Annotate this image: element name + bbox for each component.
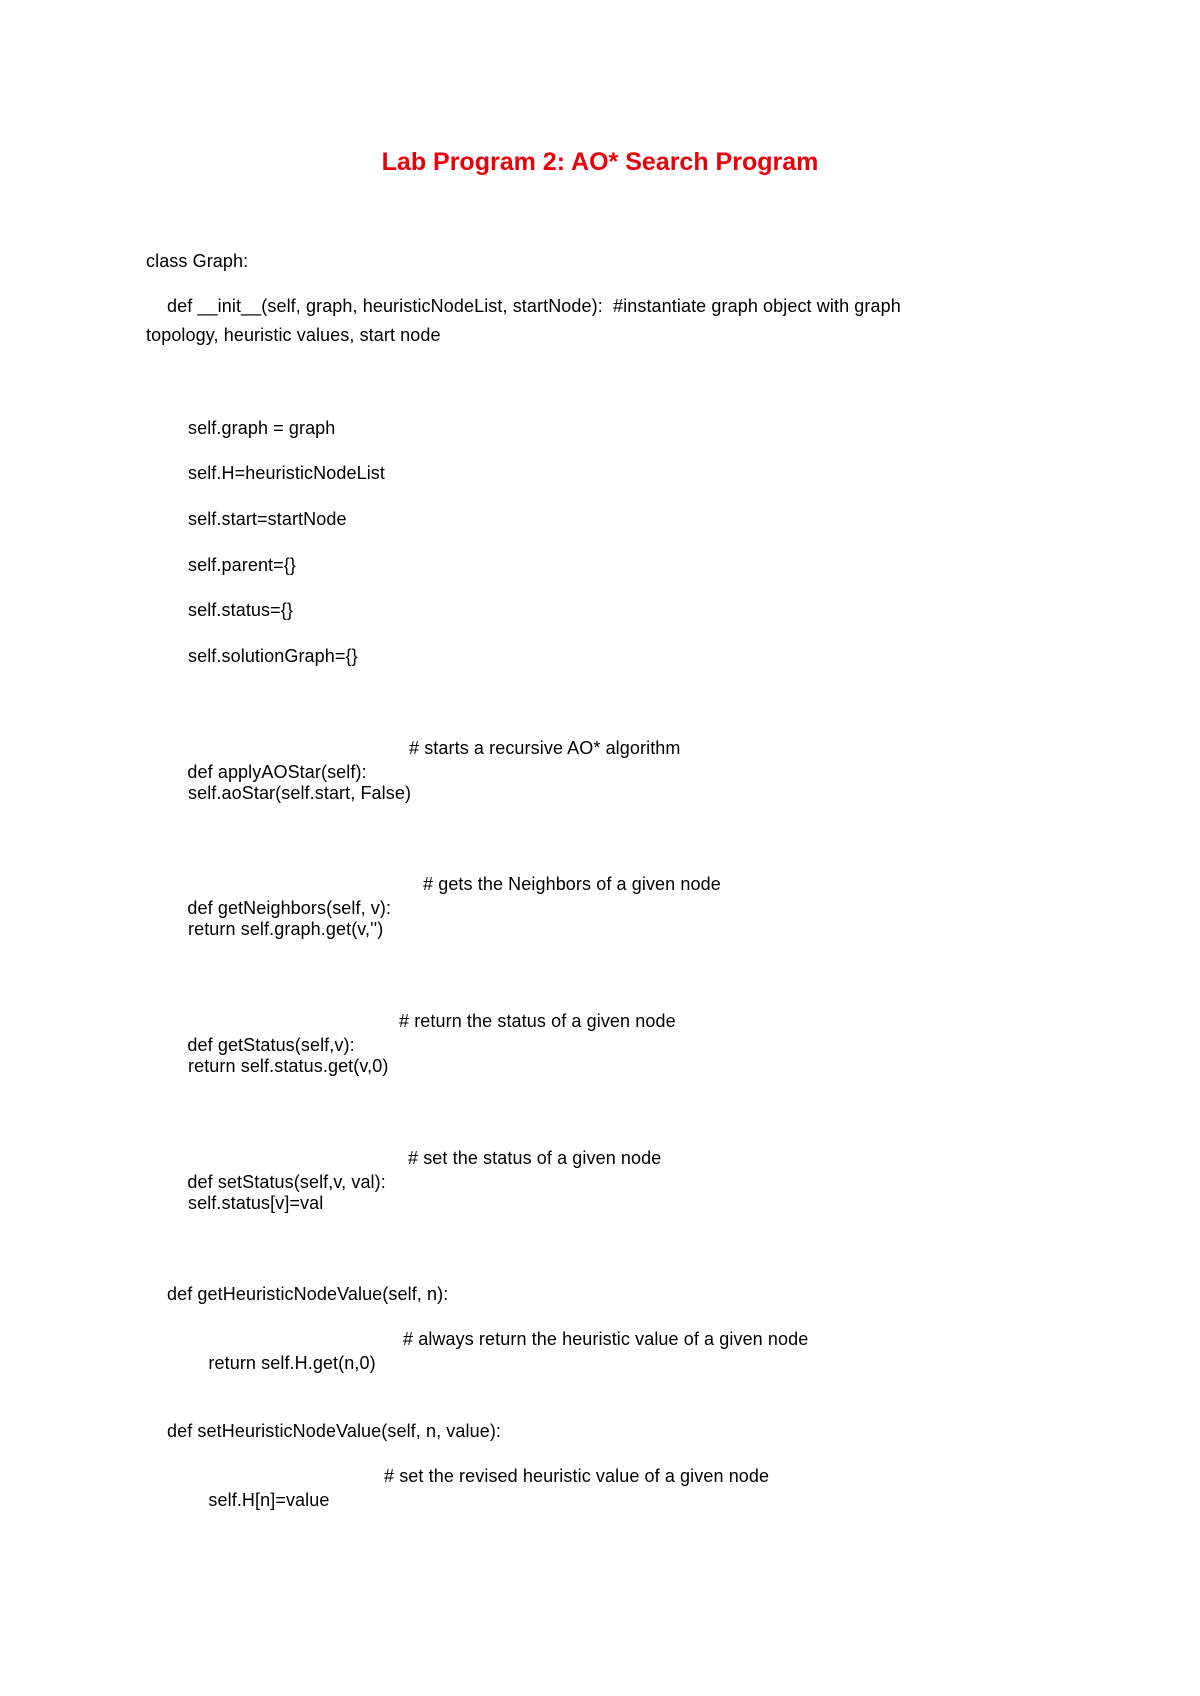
code-line-self-status: self.status={} <box>188 600 293 620</box>
code-neighbors-comment: # gets the Neighbors of a given node <box>423 874 721 894</box>
code-setstatus-def-text: def setStatus(self,v, val): <box>187 1172 386 1192</box>
code-line-self-parent: self.parent={} <box>188 555 296 575</box>
code-setheuristic-body-text: self.H[n]=value <box>208 1490 330 1510</box>
code-line-apply-body: self.aoStar(self.start, False) <box>188 783 412 803</box>
code-setstatus-comment: # set the status of a given node <box>408 1148 662 1168</box>
code-getheuristic-comment: # always return the heuristic value of a given node <box>403 1329 809 1349</box>
code-line-self-h: self.H=heuristicNodeList <box>188 463 385 483</box>
code-line-self-solution-graph: self.solutionGraph={} <box>188 646 358 666</box>
code-line-getheuristic-def: def getHeuristicNodeValue(self, n): <box>167 1284 449 1304</box>
code-line-self-start: self.start=startNode <box>188 509 347 529</box>
code-line-init-def: def __init__(self, graph, heuristicNodeList, startNode): #instantiate graph object with graph <box>167 296 901 316</box>
document-title: Lab Program 2: AO* Search Program <box>381 148 819 176</box>
code-apply-def-text: def applyAOStar(self): <box>187 762 367 782</box>
code-getstatus-comment: # return the status of a given node <box>399 1011 676 1031</box>
code-neighbors-def-text: def getNeighbors(self, v): <box>187 898 392 918</box>
code-getstatus-def-text: def getStatus(self,v): <box>187 1035 355 1055</box>
code-getheuristic-body-text: return self.H.get(n,0) <box>208 1353 376 1373</box>
code-line-getheuristic-body <box>188 1327 1088 1423</box>
code-line-setheuristic-body <box>188 1464 1088 1560</box>
code-line-init-def-continued: topology, heuristic values, start node <box>146 325 441 345</box>
code-setheuristic-comment: # set the revised heuristic value of a given node <box>384 1466 770 1486</box>
code-line-setstatus-body: self.status[v]=val <box>188 1193 324 1213</box>
code-line-self-graph: self.graph = graph <box>188 418 336 438</box>
code-line-getstatus-body: return self.status.get(v,0) <box>188 1056 389 1076</box>
code-line-setheuristic-def: def setHeuristicNodeValue(self, n, value): <box>167 1421 502 1441</box>
code-line-neighbors-body: return self.graph.get(v,'') <box>188 919 384 939</box>
code-apply-comment: # starts a recursive AO* algorithm <box>409 738 681 758</box>
code-line-class-graph: class Graph: <box>146 251 249 271</box>
